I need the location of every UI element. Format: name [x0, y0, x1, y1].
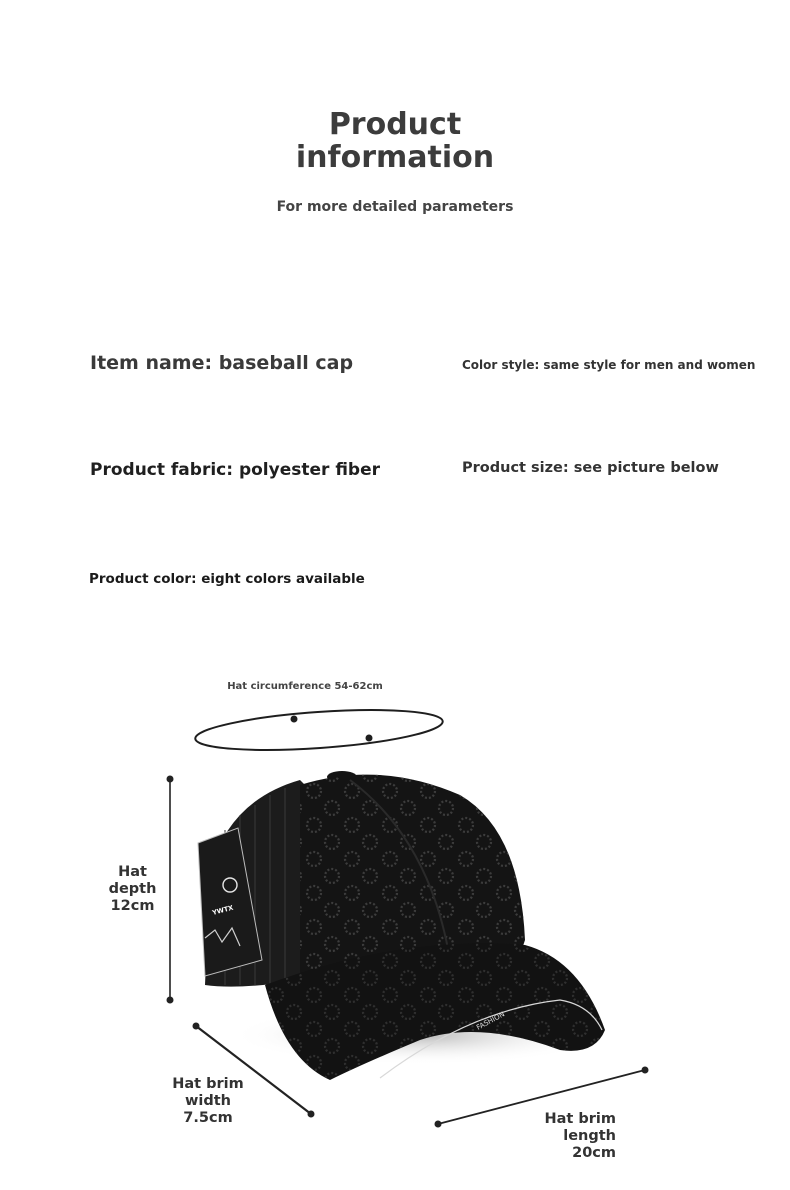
cap-image [198, 771, 610, 1080]
brim-length-label [526, 1111, 616, 1162]
spec-size: Product size: see picture below [462, 460, 719, 476]
circumference-label: Hat circumference 54-62cm [227, 681, 383, 692]
depth-label-line-2: depth [108, 881, 157, 897]
title-line-2: information [295, 140, 495, 175]
brim-fashion-text: FASHION [475, 1010, 507, 1032]
brim-length-line-3: 20cm [572, 1145, 616, 1161]
brim-width-line-1: Hat brim [172, 1076, 244, 1092]
depth-label [95, 864, 170, 915]
brim-length-line-2: length [563, 1128, 616, 1144]
tag-text: YWTX [211, 903, 235, 917]
brim-length-line-1: Hat brim [544, 1111, 616, 1127]
spec-item-name: Item name: baseball cap [90, 352, 354, 374]
brim-width-label [168, 1076, 248, 1127]
brim-width-line-3: 7.5cm [183, 1110, 233, 1126]
circumference-ring [194, 703, 444, 756]
depth-label-line-1: Hat [118, 864, 147, 880]
page-subtitle: For more detailed parameters [276, 199, 514, 215]
brim-width-line-2: width [185, 1093, 231, 1109]
spec-color: Product color: eight colors available [89, 571, 365, 587]
spec-fabric: Product fabric: polyester fiber [90, 460, 381, 480]
depth-label-line-3: 12cm [110, 898, 155, 914]
title-line-1: Product [328, 107, 462, 142]
spec-color-style: Color style: same style for men and women [462, 358, 756, 372]
